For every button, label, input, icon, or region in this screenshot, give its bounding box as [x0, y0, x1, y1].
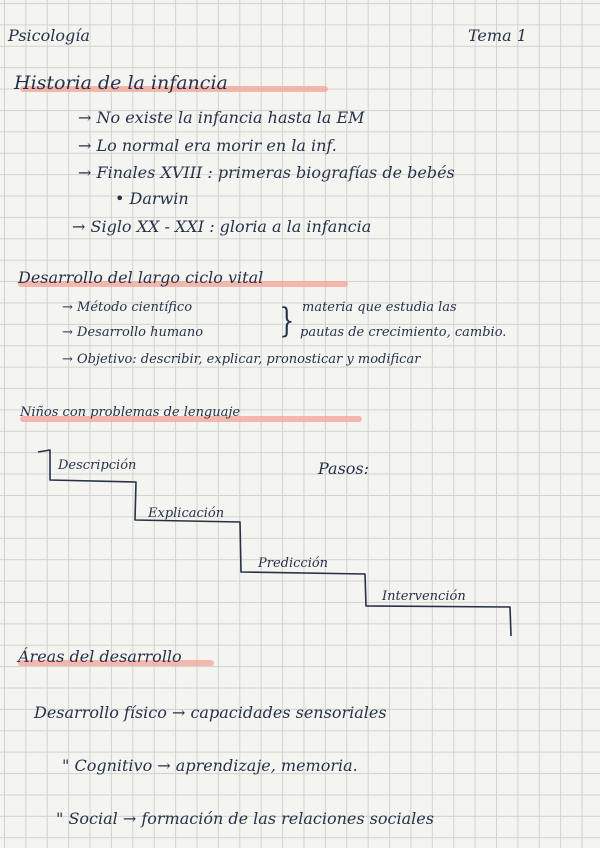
- section2-title: Desarrollo del largo ciclo vital: [18, 268, 264, 287]
- section1-item-3: → Finales XVIII : primeras biografías de bebés: [78, 163, 455, 182]
- section1-item-4: • Darwin: [115, 189, 189, 208]
- section4-row-2: " Cognitivo → aprendizaje, memoria.: [62, 756, 358, 775]
- topic-label: Tema 1: [468, 26, 527, 45]
- step-description: Descripción: [58, 458, 137, 473]
- brace-note-line1: materia que estudia las: [302, 300, 457, 315]
- section1-title: Historia de la infancia: [14, 72, 228, 94]
- section3-title: Niños con problemas de lenguaje: [20, 405, 241, 420]
- steps-label: Pasos:: [318, 459, 370, 478]
- section1-item-5: → Siglo XX - XXI : gloria a la infancia: [72, 217, 372, 236]
- section4-row-1: Desarrollo físico → capacidades sensoriales: [34, 703, 387, 722]
- section2-item-2: → Desarrollo humano: [62, 325, 204, 340]
- section4-title: Áreas del desarrollo: [18, 647, 182, 666]
- subject-label: Psicología: [8, 26, 90, 45]
- step-prediction: Predicción: [258, 556, 329, 571]
- section2-item-1: → Método científico: [62, 300, 193, 315]
- section4-row-3: " Social → formación de las relaciones sociales: [56, 809, 434, 828]
- section2-item-3: → Objetivo: describir, explicar, pronosticar y modificar: [62, 352, 421, 367]
- step-explanation: Explicación: [148, 506, 225, 521]
- step-intervention: Intervención: [382, 589, 466, 604]
- brace-icon: }: [279, 301, 295, 341]
- section1-item-1: → No existe la infancia hasta la EM: [78, 108, 365, 127]
- brace-note-line2: pautas de crecimiento, cambio.: [300, 325, 507, 340]
- section1-item-2: → Lo normal era morir en la inf.: [78, 136, 337, 155]
